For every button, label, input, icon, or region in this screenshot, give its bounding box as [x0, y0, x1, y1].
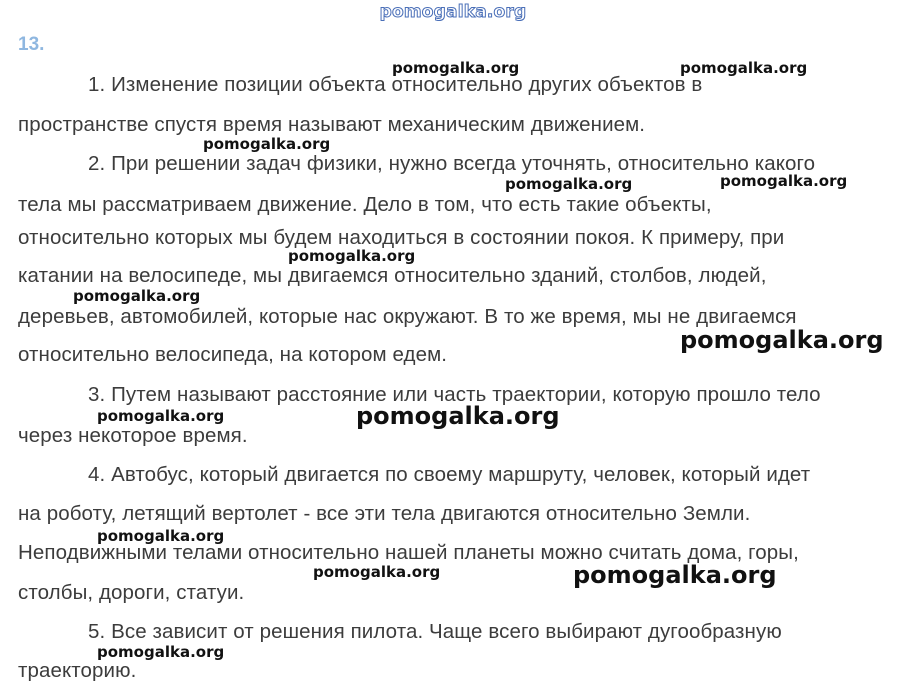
watermark: pomogalka.org: [288, 247, 416, 265]
site-header-logo: pomogalka.org: [379, 2, 527, 22]
watermark: pomogalka.org: [505, 175, 633, 193]
watermark: pomogalka.org: [73, 287, 201, 305]
watermark: pomogalka.org: [97, 527, 225, 545]
text-line: 1. Изменение позиции объекта относительно других объектов в: [88, 73, 703, 96]
watermark: pomogalka.org: [680, 326, 884, 354]
text-line: относительно которых мы будем находиться в состоянии покоя. К примеру, при: [18, 226, 785, 249]
text-line: относительно велосипеда, на котором едем.: [18, 343, 448, 366]
text-line: 5. Все зависит от решения пилота. Чаще всего выбирают дугообразную: [88, 620, 782, 643]
watermark: pomogalka.org: [97, 407, 225, 425]
text-line: тела мы рассматриваем движение. Дело в том, что есть такие объекты,: [18, 193, 712, 216]
watermark: pomogalka.org: [573, 561, 777, 589]
watermark: pomogalka.org: [97, 643, 225, 661]
text-line: Неподвижными телами относительно нашей планеты можно считать дома, горы,: [18, 541, 799, 564]
watermark: pomogalka.org: [720, 172, 848, 190]
text-line: 4. Автобус, который двигается по своему маршруту, человек, который идет: [88, 463, 811, 486]
text-line: пространстве спустя время называют механическим движением.: [18, 113, 646, 136]
task-number: 13.: [18, 34, 45, 55]
text-line: 3. Путем называют расстояние или часть траектории, которую прошло тело: [88, 383, 821, 406]
text-line: столбы, дороги, статуи.: [18, 581, 245, 604]
watermark: pomogalka.org: [392, 59, 520, 77]
text-line: на роботу, летящий вертолет - все эти тела двигаются относительно Земли.: [18, 502, 751, 525]
text-line: траекторию.: [18, 659, 137, 682]
text-line: деревьев, автомобилей, которые нас окружают. В то же время, мы не двигаемся: [18, 305, 797, 328]
watermark: pomogalka.org: [203, 135, 331, 153]
text-line: катании на велосипеде, мы двигаемся относительно зданий, столбов, людей,: [18, 264, 767, 287]
watermark: pomogalka.org: [313, 563, 441, 581]
watermark: pomogalka.org: [356, 402, 560, 430]
text-line: через некоторое время.: [18, 424, 248, 447]
text-line: 2. При решении задач физики, нужно всегда уточнять, относительно какого: [88, 152, 816, 175]
watermark: pomogalka.org: [680, 59, 808, 77]
